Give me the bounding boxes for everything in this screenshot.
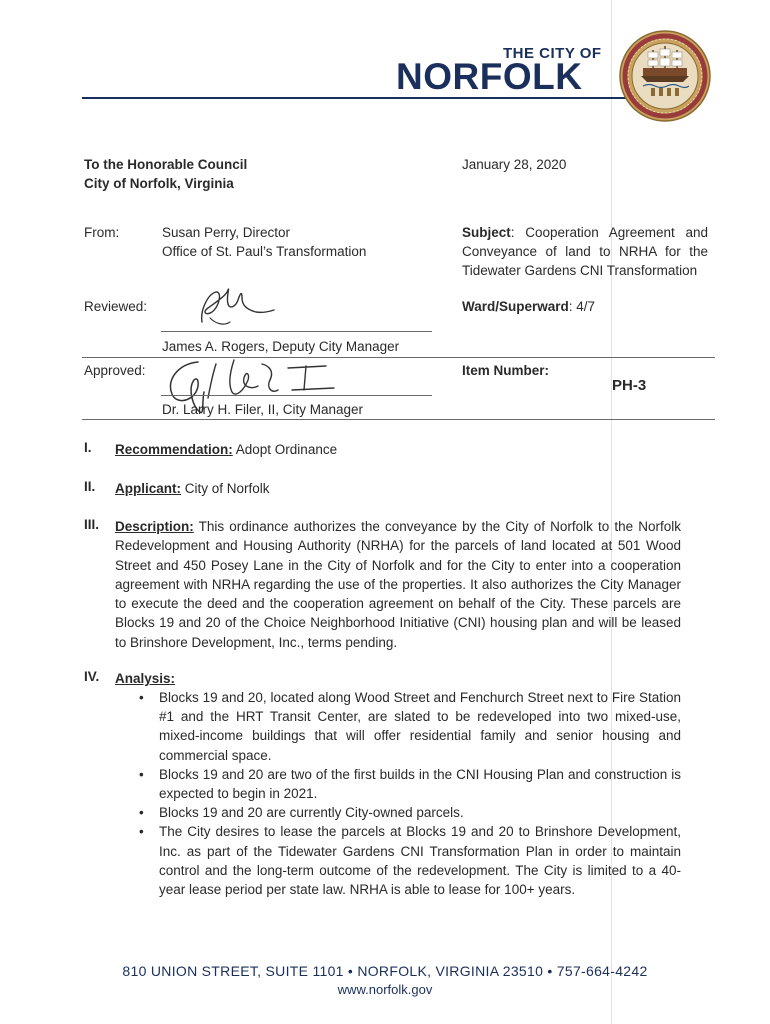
list-item: • Blocks 19 and 20 are currently City-owned parcels. bbox=[135, 803, 681, 822]
section-1-number: I. bbox=[84, 440, 92, 455]
analysis-title: Analysis: bbox=[115, 671, 176, 686]
reviewed-signer: James A. Rogers, Deputy City Manager bbox=[162, 339, 400, 354]
addressee-line-2: City of Norfolk, Virginia bbox=[84, 176, 234, 191]
list-item: • The City desires to lease the parcels at Blocks 19 and 20 to Brinshore Development, Inc. as part of the Tidewater Gardens CNI Transformation Plan in order to maintain control and the long-term outcome of the redevelopment. The City is limited to a 40-year lease period per state law. NRHA is able to lease for 100+ years. bbox=[139, 824, 681, 898]
approval-bottom-rule bbox=[82, 419, 715, 420]
section-2-number: II. bbox=[84, 479, 96, 494]
from-office: Office of St. Paul’s Transformation bbox=[162, 244, 367, 259]
subject-block bbox=[462, 223, 708, 280]
reviewed-signature-line bbox=[161, 331, 432, 332]
logo-the-city-of: THE CITY OF bbox=[503, 45, 602, 62]
item-number-value: PH-3 bbox=[612, 377, 647, 394]
letterhead-rule bbox=[82, 97, 630, 99]
bullet-icon: • bbox=[139, 824, 144, 840]
item-number-colon: : bbox=[544, 363, 550, 378]
section-3-number: III. bbox=[84, 517, 100, 532]
list-item: • Blocks 19 and 20 are two of the first builds in the CNI Housing Plan and construction is expected to begin in 2021. bbox=[139, 766, 681, 802]
subject-label: Subject bbox=[462, 225, 511, 240]
section-4-number: IV. bbox=[84, 669, 100, 684]
applicant-text: City of Norfolk bbox=[181, 481, 270, 496]
memo-date: January 28, 2020 bbox=[462, 157, 567, 172]
item-number-block bbox=[462, 361, 549, 380]
description-title: Description: bbox=[115, 519, 194, 534]
from-name: Susan Perry, Director bbox=[162, 225, 291, 240]
section-description bbox=[115, 517, 681, 652]
logo-norfolk-wordmark: NORFOLK bbox=[396, 56, 583, 97]
footer-address: 810 UNION STREET, SUITE 1101 • NORFOLK, VIRGINIA 23510 • 757-664-4242 bbox=[122, 963, 648, 979]
approved-signer: Dr. Larry H. Filer, II, City Manager bbox=[162, 402, 364, 417]
item-number-label: Item Number bbox=[462, 363, 545, 378]
applicant-title: Applicant: bbox=[115, 481, 181, 496]
bullet-icon: • bbox=[139, 690, 144, 705]
section-analysis-heading bbox=[115, 669, 175, 688]
ward-block bbox=[462, 297, 595, 316]
ward-label: Ward/Superward bbox=[462, 299, 569, 314]
analysis-bullet-list bbox=[135, 688, 681, 899]
recommendation-title: Recommendation: bbox=[115, 442, 233, 457]
recommendation-text: Adopt Ordinance bbox=[232, 442, 338, 457]
bullet-icon: • bbox=[139, 766, 144, 782]
reviewed-signature-icon bbox=[190, 282, 280, 330]
from-label: From: bbox=[84, 225, 120, 240]
ward-value: : 4/7 bbox=[568, 299, 596, 314]
approved-label: Approved: bbox=[84, 363, 146, 378]
approved-signature-line bbox=[161, 395, 432, 396]
list-item: • Blocks 19 and 20, located along Wood Street and Fenchurch Street next to Fire Station #1 and the HRT Transit Center, are slated to be redeveloped into two mixed-use, mixed-income buildings that will offer residential family and senior housing and commercial space. bbox=[139, 690, 681, 763]
footer-website-link[interactable]: www.norfolk.gov bbox=[337, 982, 433, 997]
subject-text: : Cooperation Agreement and Conveyance of land to NRHA for the Tidewater Gardens CNI Transformation bbox=[462, 225, 708, 278]
section-recommendation bbox=[115, 440, 681, 459]
section-applicant bbox=[115, 479, 681, 498]
bullet-icon: • bbox=[139, 805, 144, 821]
city-seal-icon bbox=[619, 30, 711, 122]
description-text: This ordinance authorizes the conveyance by the City of Norfolk to the Norfolk Redevelopment and Housing Authority (NRHA) for the parcels of land located at 501 Wood Street and 450 Posey Lane in the City of Norfolk and for the City to enter into a cooperation agreement with NRHA regarding the use of the properties. It also authorizes the City Manager to execute the deed and the cooperation agreement on behalf of the City. These parcels are Blocks 19 and 20 of the Choice Neighborhood Initiative (CNI) housing plan and will be leased to Brinshore Development, Inc., terms pending. bbox=[115, 519, 681, 650]
addressee-line-1: To the Honorable Council bbox=[84, 157, 248, 172]
reviewed-label: Reviewed: bbox=[84, 299, 148, 314]
